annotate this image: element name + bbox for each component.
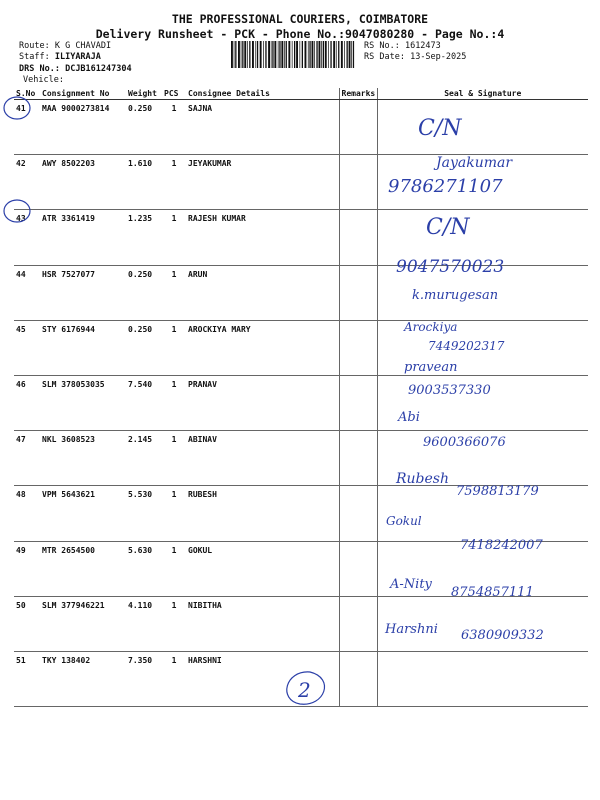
col-consignee: Consignee Details xyxy=(186,88,339,100)
phone-text: 9003537330 xyxy=(408,383,491,398)
cell-signature xyxy=(377,375,588,430)
drs-label: DRS No.: xyxy=(19,64,60,74)
signature-text: C/N xyxy=(426,215,470,240)
cell-sno: 43 xyxy=(14,210,40,265)
rs-date-value: 13-Sep-2025 xyxy=(410,52,467,62)
cell-pcs: 1 xyxy=(162,265,186,320)
cell-remarks xyxy=(339,541,377,596)
rs-no-label: RS No.: xyxy=(364,41,400,51)
cell-consignee: PRANAV xyxy=(186,375,339,430)
barcode-bar xyxy=(302,41,303,68)
signature-text: A-Nity xyxy=(390,577,432,592)
barcode-bar xyxy=(263,41,264,68)
cell-consignee: ABINAV xyxy=(186,431,339,486)
cell-consignment: MTR 2654500 xyxy=(40,541,126,596)
rs-no-line xyxy=(364,41,441,51)
table-row xyxy=(14,375,588,430)
cell-remarks xyxy=(339,210,377,265)
cell-consignment: VPM 5643621 xyxy=(40,486,126,541)
barcode-bar xyxy=(300,41,301,68)
cell-sno: 48 xyxy=(14,486,40,541)
table-row xyxy=(14,651,588,706)
cell-consignment: ATR 3361419 xyxy=(40,210,126,265)
staff-label: Staff: xyxy=(19,52,50,62)
cell-signature xyxy=(377,596,588,651)
cell-weight: 0.250 xyxy=(126,265,162,320)
drs-value: DCJB161247304 xyxy=(65,64,132,74)
cell-sno: 51 xyxy=(14,651,40,706)
phone-text: 7418242007 xyxy=(460,538,543,553)
route-line xyxy=(19,41,111,51)
barcode-bar xyxy=(341,41,343,68)
cell-consignee: ARUN xyxy=(186,265,339,320)
barcode-bar xyxy=(252,41,254,68)
cell-consignee: HARSHNI xyxy=(186,651,339,706)
barcode-bar xyxy=(244,41,246,68)
cell-pcs: 1 xyxy=(162,541,186,596)
table-row xyxy=(14,431,588,486)
cell-consignment: NKL 3608523 xyxy=(40,431,126,486)
rs-no-value: 1612473 xyxy=(404,41,441,51)
cell-remarks xyxy=(339,651,377,706)
barcode-bar xyxy=(296,41,298,68)
phone-text: 8754857111 xyxy=(451,585,534,600)
table-row xyxy=(14,486,588,541)
route-label: Route: xyxy=(19,41,50,51)
cell-sno: 49 xyxy=(14,541,40,596)
col-pcs: PCS xyxy=(162,88,186,100)
signature-text: Harshni xyxy=(385,622,438,637)
signature-text: Gokul xyxy=(386,514,422,528)
cell-sno: 44 xyxy=(14,265,40,320)
barcode-bar xyxy=(268,41,270,68)
barcode-bar xyxy=(314,41,315,68)
signature-text: Rubesh xyxy=(396,471,450,487)
cell-remarks xyxy=(339,265,377,320)
cell-pcs: 1 xyxy=(162,431,186,486)
table-header-row xyxy=(14,88,588,100)
phone-text: 6380909332 xyxy=(461,628,544,643)
barcode-bar xyxy=(274,41,276,68)
cell-consignee: RAJESH KUMAR xyxy=(186,210,339,265)
col-sno: S.No xyxy=(14,88,40,100)
barcode-bar xyxy=(286,41,287,68)
barcode-bar xyxy=(336,41,337,68)
col-consignment: Consignment No xyxy=(40,88,126,100)
cell-pcs: 1 xyxy=(162,375,186,430)
staff-line xyxy=(19,52,101,62)
cell-signature xyxy=(377,155,588,210)
barcode-bar xyxy=(249,41,250,68)
barcode-bar xyxy=(351,41,352,68)
barcode-bar xyxy=(238,41,240,68)
cell-weight: 5.630 xyxy=(126,541,162,596)
cell-sno: 50 xyxy=(14,596,40,651)
barcode-bar xyxy=(316,41,317,68)
rs-date-label: RS Date: xyxy=(364,52,405,62)
cell-weight: 7.540 xyxy=(126,375,162,430)
cell-signature xyxy=(377,100,588,155)
table-row xyxy=(14,541,588,596)
drs-line xyxy=(19,64,132,74)
col-remarks: Remarks xyxy=(339,88,377,100)
barcode-bar xyxy=(265,41,266,68)
cell-pcs: 1 xyxy=(162,596,186,651)
barcode-bar xyxy=(272,41,273,68)
barcode-bar xyxy=(319,41,321,68)
table-row xyxy=(14,155,588,210)
cell-consignee: JEYAKUMAR xyxy=(186,155,339,210)
barcode-bar xyxy=(242,41,243,68)
barcode-bar xyxy=(312,41,314,68)
vehicle-label: Vehicle: xyxy=(23,75,64,85)
cell-consignment: TKY 138402 xyxy=(40,651,126,706)
barcode-bar xyxy=(308,41,309,68)
signature-text: k.murugesan xyxy=(412,288,499,303)
cell-weight: 2.145 xyxy=(126,431,162,486)
cell-consignment: MAA 9000273814 xyxy=(40,100,126,155)
barcode-bar xyxy=(279,41,280,68)
cell-remarks xyxy=(339,431,377,486)
cell-weight: 4.110 xyxy=(126,596,162,651)
cell-remarks xyxy=(339,375,377,430)
cell-remarks xyxy=(339,486,377,541)
cell-pcs: 1 xyxy=(162,155,186,210)
cell-consignee: AROCKIYA MARY xyxy=(186,320,339,375)
table-row xyxy=(14,596,588,651)
barcode xyxy=(231,41,357,68)
barcode-bar xyxy=(328,41,329,68)
company-title: THE PROFESSIONAL COURIERS, COIMBATORE xyxy=(171,12,429,26)
barcode-bar xyxy=(255,41,256,68)
cell-signature xyxy=(377,486,588,541)
cell-remarks xyxy=(339,155,377,210)
barcode-bar xyxy=(234,41,235,68)
barcode-bar xyxy=(260,41,262,68)
barcode-bar xyxy=(235,41,236,68)
cell-pcs: 1 xyxy=(162,651,186,706)
signature-text: Abi xyxy=(398,410,420,425)
barcode-bar xyxy=(271,41,272,68)
phone-text: 7598813179 xyxy=(456,484,539,499)
barcode-bar xyxy=(321,41,322,68)
phone-text: 7449202317 xyxy=(428,339,505,353)
barcode-bar xyxy=(284,41,285,68)
signature-text: C/N xyxy=(418,116,462,141)
barcode-bar xyxy=(349,41,351,68)
cell-pcs: 1 xyxy=(162,210,186,265)
barcode-bar xyxy=(323,41,324,68)
barcode-bar xyxy=(247,41,248,68)
bottom-mark-text: 2 xyxy=(298,678,311,702)
rs-date-line xyxy=(364,52,466,62)
barcode-bar xyxy=(231,41,233,68)
cell-pcs: 1 xyxy=(162,486,186,541)
cell-weight: 0.250 xyxy=(126,320,162,375)
phone-text: 9786271107 xyxy=(388,176,503,197)
cell-weight: 0.250 xyxy=(126,100,162,155)
cell-consignee: NIBITHA xyxy=(186,596,339,651)
signature-text: Jayakumar xyxy=(436,155,513,171)
cell-weight: 1.610 xyxy=(126,155,162,210)
cell-signature xyxy=(377,541,588,596)
barcode-bar xyxy=(241,41,242,68)
barcode-bar xyxy=(257,41,258,68)
cell-remarks xyxy=(339,596,377,651)
table-row xyxy=(14,210,588,265)
barcode-bar xyxy=(333,41,335,68)
barcode-bar xyxy=(288,41,290,68)
barcode-bar xyxy=(294,41,295,68)
barcode-bar xyxy=(353,41,354,68)
barcode-bar xyxy=(281,41,283,68)
cell-consignee: SAJNA xyxy=(186,100,339,155)
cell-consignment: AWY 8502203 xyxy=(40,155,126,210)
runsheet-subtitle: Delivery Runsheet - PCK - Phone No.:9047080280 - Page No.:4 xyxy=(95,27,505,41)
barcode-bar xyxy=(305,41,307,68)
col-weight: Weight xyxy=(126,88,162,100)
signature-text: Arockiya xyxy=(404,320,458,334)
cell-weight: 7.350 xyxy=(126,651,162,706)
cell-remarks xyxy=(339,100,377,155)
cell-pcs: 1 xyxy=(162,320,186,375)
cell-weight: 5.530 xyxy=(126,486,162,541)
cell-signature xyxy=(377,651,588,706)
barcode-bar xyxy=(292,41,293,68)
barcode-bar xyxy=(344,41,345,68)
cell-signature xyxy=(377,431,588,486)
table-row xyxy=(14,265,588,320)
route-value: K G CHAVADI xyxy=(54,41,112,51)
cell-signature xyxy=(377,265,588,320)
cell-signature xyxy=(377,320,588,375)
cell-sno: 45 xyxy=(14,320,40,375)
cell-weight: 1.235 xyxy=(126,210,162,265)
table-row xyxy=(14,320,588,375)
cell-consignment: STY 6176944 xyxy=(40,320,126,375)
cell-signature xyxy=(377,210,588,265)
barcode-bar xyxy=(325,41,327,68)
table-row xyxy=(14,100,588,155)
barcode-bar xyxy=(309,41,310,68)
cell-consignment: SLM 378053035 xyxy=(40,375,126,430)
cell-sno: 42 xyxy=(14,155,40,210)
phone-text: 9600366076 xyxy=(423,435,506,450)
runsheet-table xyxy=(14,88,588,707)
cell-consignment: SLM 377946221 xyxy=(40,596,126,651)
cell-consignment: HSR 7527077 xyxy=(40,265,126,320)
cell-consignee: GOKUL xyxy=(186,541,339,596)
cell-remarks xyxy=(339,320,377,375)
cell-sno: 41 xyxy=(14,100,40,155)
cell-consignee: RUBESH xyxy=(186,486,339,541)
barcode-bar xyxy=(338,41,339,68)
barcode-bar xyxy=(347,41,348,68)
staff-value: ILIYARAJA xyxy=(54,52,101,62)
phone-text: 9047570023 xyxy=(396,257,505,277)
col-signature: Seal & Signature xyxy=(377,88,588,100)
signature-text: pravean xyxy=(404,360,458,375)
cell-sno: 47 xyxy=(14,431,40,486)
cell-sno: 46 xyxy=(14,375,40,430)
cell-pcs: 1 xyxy=(162,100,186,155)
barcode-bar xyxy=(330,41,331,68)
barcode-bar xyxy=(278,41,279,68)
